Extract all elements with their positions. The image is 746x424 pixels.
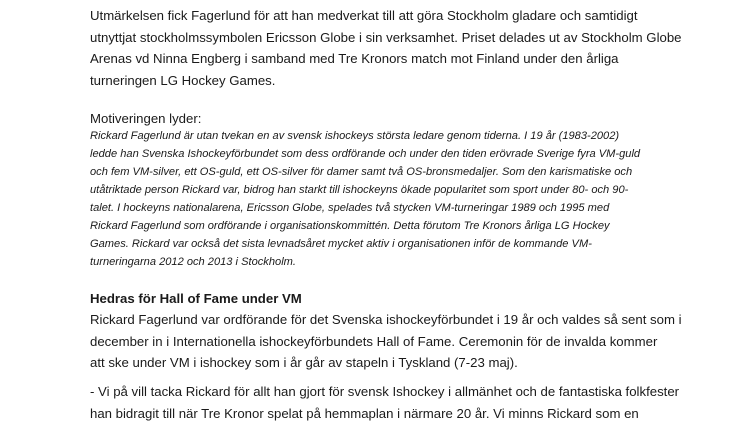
motivation-line: Rickard Fagerlund är utan tvekan en av svensk ishockeys största ledare genom tiderna. I 19 år (1983-2002) xyxy=(90,127,640,145)
hall-of-fame-paragraph xyxy=(90,309,682,374)
intro-paragraph xyxy=(90,5,682,91)
motivation-line: utåtriktade person Rickard var, bidrog han starkt till ishockeyns ökade popularitet som sport under 80- och 90- xyxy=(90,181,640,199)
motivation-line: Rickard Fagerlund som ordförande i organisationskommittén. Detta förutom Tre Kronors årliga LG Hockey xyxy=(90,217,640,235)
intro-line: Arenas vd Ninna Engberg i samband med Tre Kronors match mot Finland under den årliga xyxy=(90,48,682,70)
hof-line: Rickard Fagerlund var ordförande för det Svenska ishockeyförbundet i 19 år och valdes så sent som i xyxy=(90,309,682,331)
intro-line: Utmärkelsen fick Fagerlund för att han medverkat till att göra Stockholm gladare och samtidigt xyxy=(90,5,682,27)
quote-paragraph xyxy=(90,381,679,424)
motivation-line: ledde han Svenska Ishockeyförbundet som dess ordförande och under den tiden erövrade Sverige fyra VM-guld xyxy=(90,145,640,163)
motivation-quote xyxy=(90,127,640,271)
quote-line: han bidragit till när Tre Kronor spelat på hemmaplan i närmare 20 år. Vi minns Rickard som en xyxy=(90,403,679,424)
intro-line: utnyttjat stockholmssymbolen Ericsson Globe i sin verksamhet. Priset delades ut av Stockholm Globe xyxy=(90,27,682,49)
motivation-heading: Motiveringen lyder: xyxy=(90,108,201,130)
motivation-line: talet. I hockeyns nationalarena, Ericsson Globe, spelades två stycken VM-turneringar 1989 och 1995 med xyxy=(90,199,640,217)
motivation-line: turneringarna 2012 och 2013 i Stockholm. xyxy=(90,253,640,271)
hall-of-fame-heading: Hedras för Hall of Fame under VM xyxy=(90,288,302,310)
motivation-line: och fem VM-silver, ett OS-guld, ett OS-silver för damer samt två OS-bronsmedaljer. Som den karismatiske och xyxy=(90,163,640,181)
hof-line: december in i Internationella ishockeyförbundets Hall of Fame. Ceremonin för de invalda kommer xyxy=(90,331,682,353)
intro-line: turneringen LG Hockey Games. xyxy=(90,70,682,92)
quote-line: - Vi på vill tacka Rickard för allt han gjort för svensk Ishockey i allmänhet och de fantastiska folkfester xyxy=(90,381,679,403)
hof-line: att ske under VM i ishockey som i år går av stapeln i Tyskland (7-23 maj). xyxy=(90,352,682,374)
motivation-line: Games. Rickard var också det sista levnadsåret mycket aktiv i organisationen inför de kommande VM- xyxy=(90,235,640,253)
